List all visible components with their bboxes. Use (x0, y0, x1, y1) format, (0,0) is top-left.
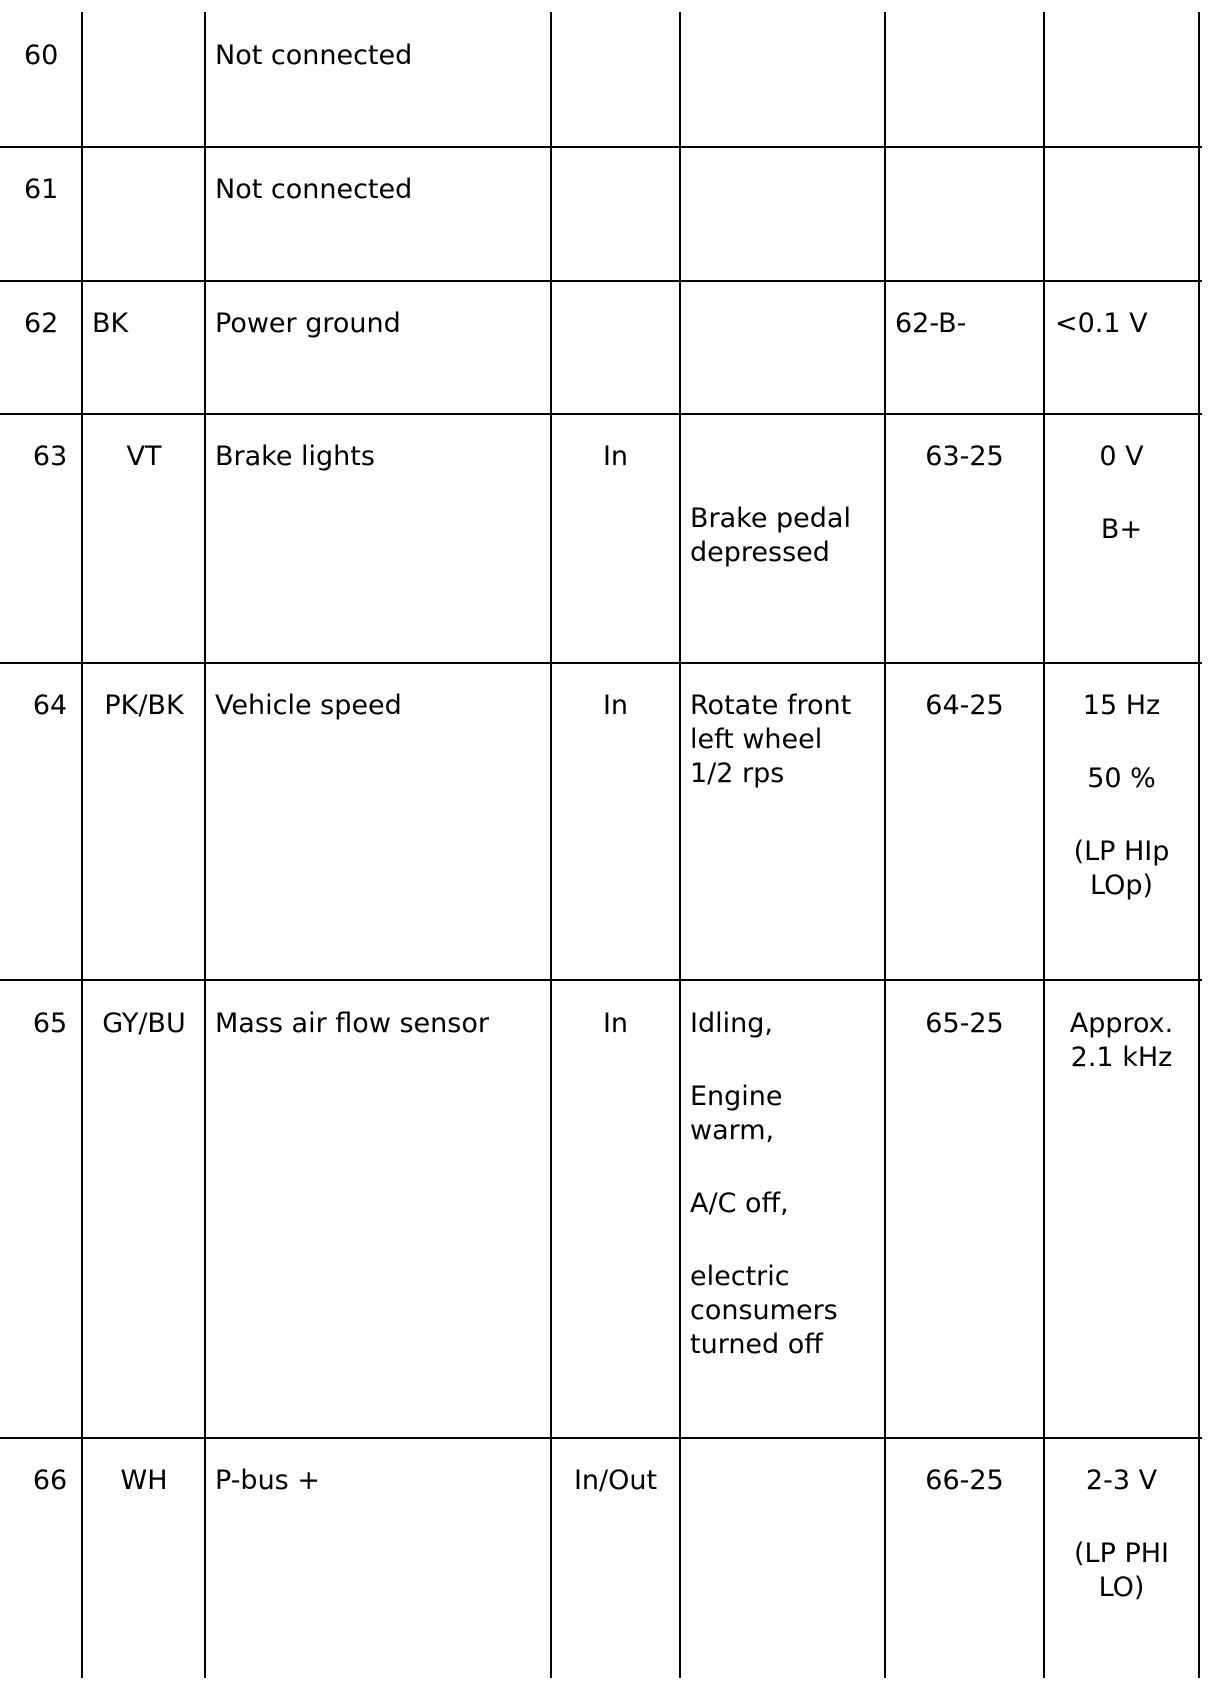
pin-number (24, 19, 79, 73)
signal-description (215, 987, 545, 1041)
wire-color (84, 987, 204, 1041)
nominal-value (1045, 669, 1198, 903)
measure-between-text: 65-25 (925, 1008, 1004, 1039)
nominal-value (1045, 987, 1198, 1075)
signal-direction (552, 669, 679, 723)
nominal-value (1055, 287, 1197, 341)
measure-between (886, 987, 1043, 1041)
test-condition (690, 502, 880, 570)
row-divider (0, 280, 1202, 282)
nominal-value-text: 0 V (1099, 441, 1144, 472)
measure-between-text: 64-25 (925, 690, 1004, 721)
wire-color-text: BK (92, 308, 129, 339)
pin-number (22, 420, 78, 474)
pin-number (22, 669, 78, 723)
test-condition-text: A/C off, (690, 1188, 789, 1219)
nominal-value-text: <0.1 V (1055, 308, 1148, 339)
nominal-value-text: B+ (1100, 514, 1143, 545)
row-divider (0, 146, 1202, 148)
nominal-value-text: 2-3 V (1085, 1465, 1158, 1496)
signal-description-text: Vehicle speed (215, 690, 402, 721)
signal-direction-text: In (602, 441, 629, 472)
signal-direction-text: In (602, 1008, 629, 1039)
test-condition-text: Brake pedal depressed (690, 503, 851, 568)
pin-number-text: 60 (24, 40, 59, 71)
signal-description (215, 420, 545, 474)
signal-description (215, 669, 545, 723)
nominal-value-text: 15 Hz (1082, 690, 1161, 721)
pin-number (22, 1444, 78, 1498)
pin-number-text: 61 (24, 174, 59, 205)
wire-color-text: WH (120, 1465, 168, 1496)
signal-direction-text: In/Out (573, 1465, 658, 1496)
signal-description-text: Power ground (215, 308, 401, 339)
column-divider (679, 12, 681, 1678)
pin-number (24, 153, 79, 207)
wire-color (84, 669, 204, 723)
test-condition-text: Idling, (690, 1008, 773, 1039)
signal-description-text: Not connected (215, 40, 413, 71)
signal-description-text: Mass air flow sensor (215, 1008, 489, 1039)
signal-description (215, 19, 545, 73)
signal-description-text: P-bus + (215, 1465, 320, 1496)
row-divider (0, 979, 1202, 981)
nominal-value-text: Approx. 2.1 kHz (1069, 1008, 1174, 1073)
pin-number (24, 287, 79, 341)
row-divider (0, 413, 1202, 415)
test-condition-text: Rotate front left wheel 1/2 rps (690, 690, 852, 789)
pin-number-text: 66 (32, 1465, 68, 1496)
wire-color (84, 420, 204, 474)
column-divider (1198, 12, 1200, 1678)
row-divider (0, 662, 1202, 664)
pin-number-text: 65 (32, 1008, 68, 1039)
column-divider (884, 12, 886, 1678)
pin-number (22, 987, 78, 1041)
signal-description (215, 153, 545, 207)
measure-between-text: 66-25 (925, 1465, 1004, 1496)
signal-direction (552, 1444, 679, 1498)
nominal-value-text: (LP PHI LO) (1074, 1538, 1169, 1603)
signal-direction (552, 420, 679, 474)
signal-direction-text: In (602, 690, 629, 721)
test-condition (690, 987, 872, 1362)
pin-number-text: 64 (32, 690, 68, 721)
measure-between-text: 62-B- (895, 308, 967, 339)
nominal-value (1045, 1444, 1198, 1605)
pin-number-text: 62 (24, 308, 59, 339)
wire-color (84, 1444, 204, 1498)
wire-color-text: PK/BK (104, 690, 184, 721)
signal-direction (552, 987, 679, 1041)
measure-between (886, 420, 1043, 474)
wire-color-text: GY/BU (102, 1008, 186, 1039)
measure-between-text: 63-25 (925, 441, 1004, 472)
signal-description-text: Brake lights (215, 441, 375, 472)
measure-between (895, 287, 1040, 341)
test-condition (690, 669, 872, 791)
test-condition-text: electric consumers turned off (690, 1261, 838, 1360)
signal-description-text: Not connected (215, 174, 413, 205)
measure-between (886, 669, 1043, 723)
nominal-value (1045, 420, 1198, 547)
wire-color-text: VT (126, 441, 162, 472)
column-divider (550, 12, 552, 1678)
signal-description (215, 1444, 545, 1498)
column-divider (204, 12, 206, 1678)
test-condition-text: Engine warm, (690, 1081, 783, 1146)
signal-description (215, 287, 545, 341)
row-divider (0, 1437, 1202, 1439)
nominal-value-text: (LP HIp LOp) (1073, 836, 1170, 901)
pin-number-text: 63 (32, 441, 68, 472)
measure-between (886, 1444, 1043, 1498)
nominal-value-text: 50 % (1087, 763, 1156, 794)
wire-color (92, 287, 202, 341)
column-divider (81, 12, 83, 1678)
